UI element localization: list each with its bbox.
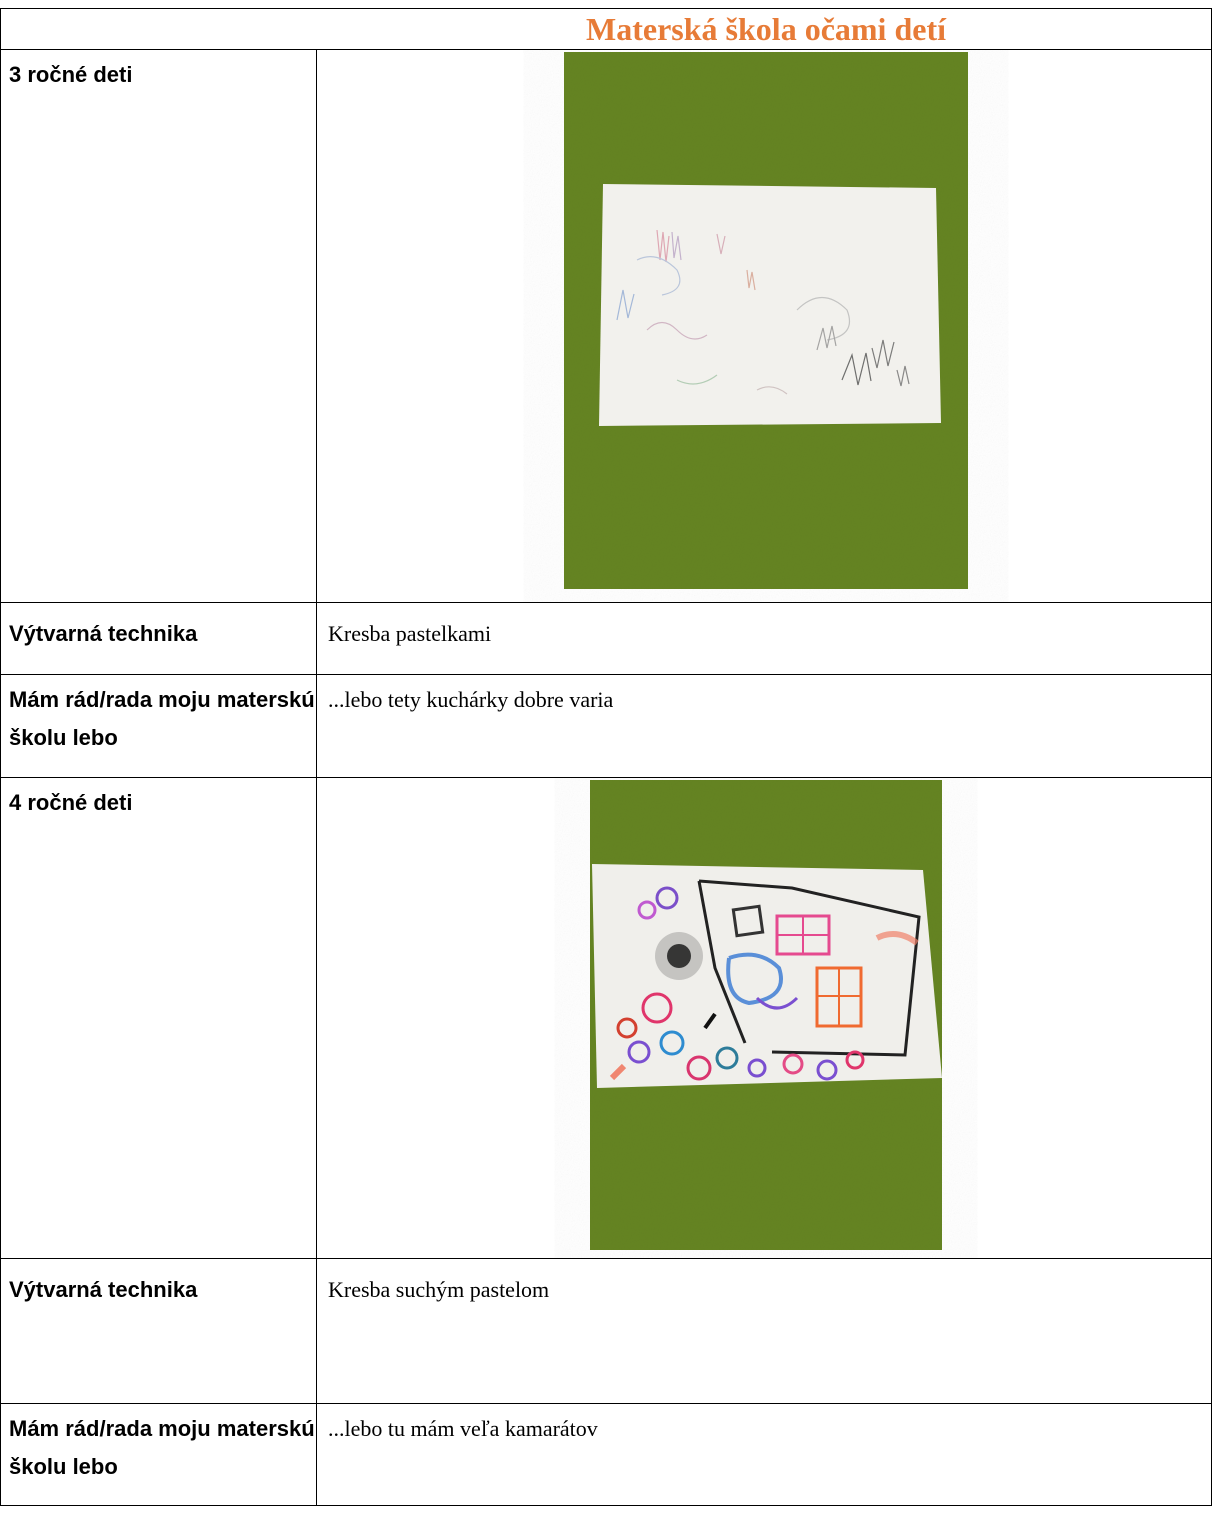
technique-value-3: Kresba pastelkami [317,603,1212,675]
reason-label-4: Mám rád/rada moju materskú školu lebo [1,1404,317,1506]
page-title: Materská škola očami detí [1,9,1212,50]
age-group-label-4: 4 ročné deti [1,778,317,1259]
pastel-drawing-photo [317,778,1211,1258]
technique-label-3: Výtvarná technika [1,603,317,675]
reason-value-3: ...lebo tety kuchárky dobre varia [317,675,1212,778]
technique-label-4: Výtvarná technika [1,1259,317,1404]
crayon-drawing-photo [317,50,1211,602]
drawings-table [0,8,1212,1506]
age-group-label-3: 3 ročné deti [1,50,317,603]
reason-value-4: ...lebo tu mám veľa kamarátov [317,1404,1212,1506]
drawing-photo-3 [317,50,1212,603]
document [0,8,1211,1506]
technique-value-4: Kresba suchým pastelom [317,1259,1212,1404]
reason-label-3: Mám rád/rada moju materskú školu lebo [1,675,317,778]
drawing-photo-4 [317,778,1212,1259]
